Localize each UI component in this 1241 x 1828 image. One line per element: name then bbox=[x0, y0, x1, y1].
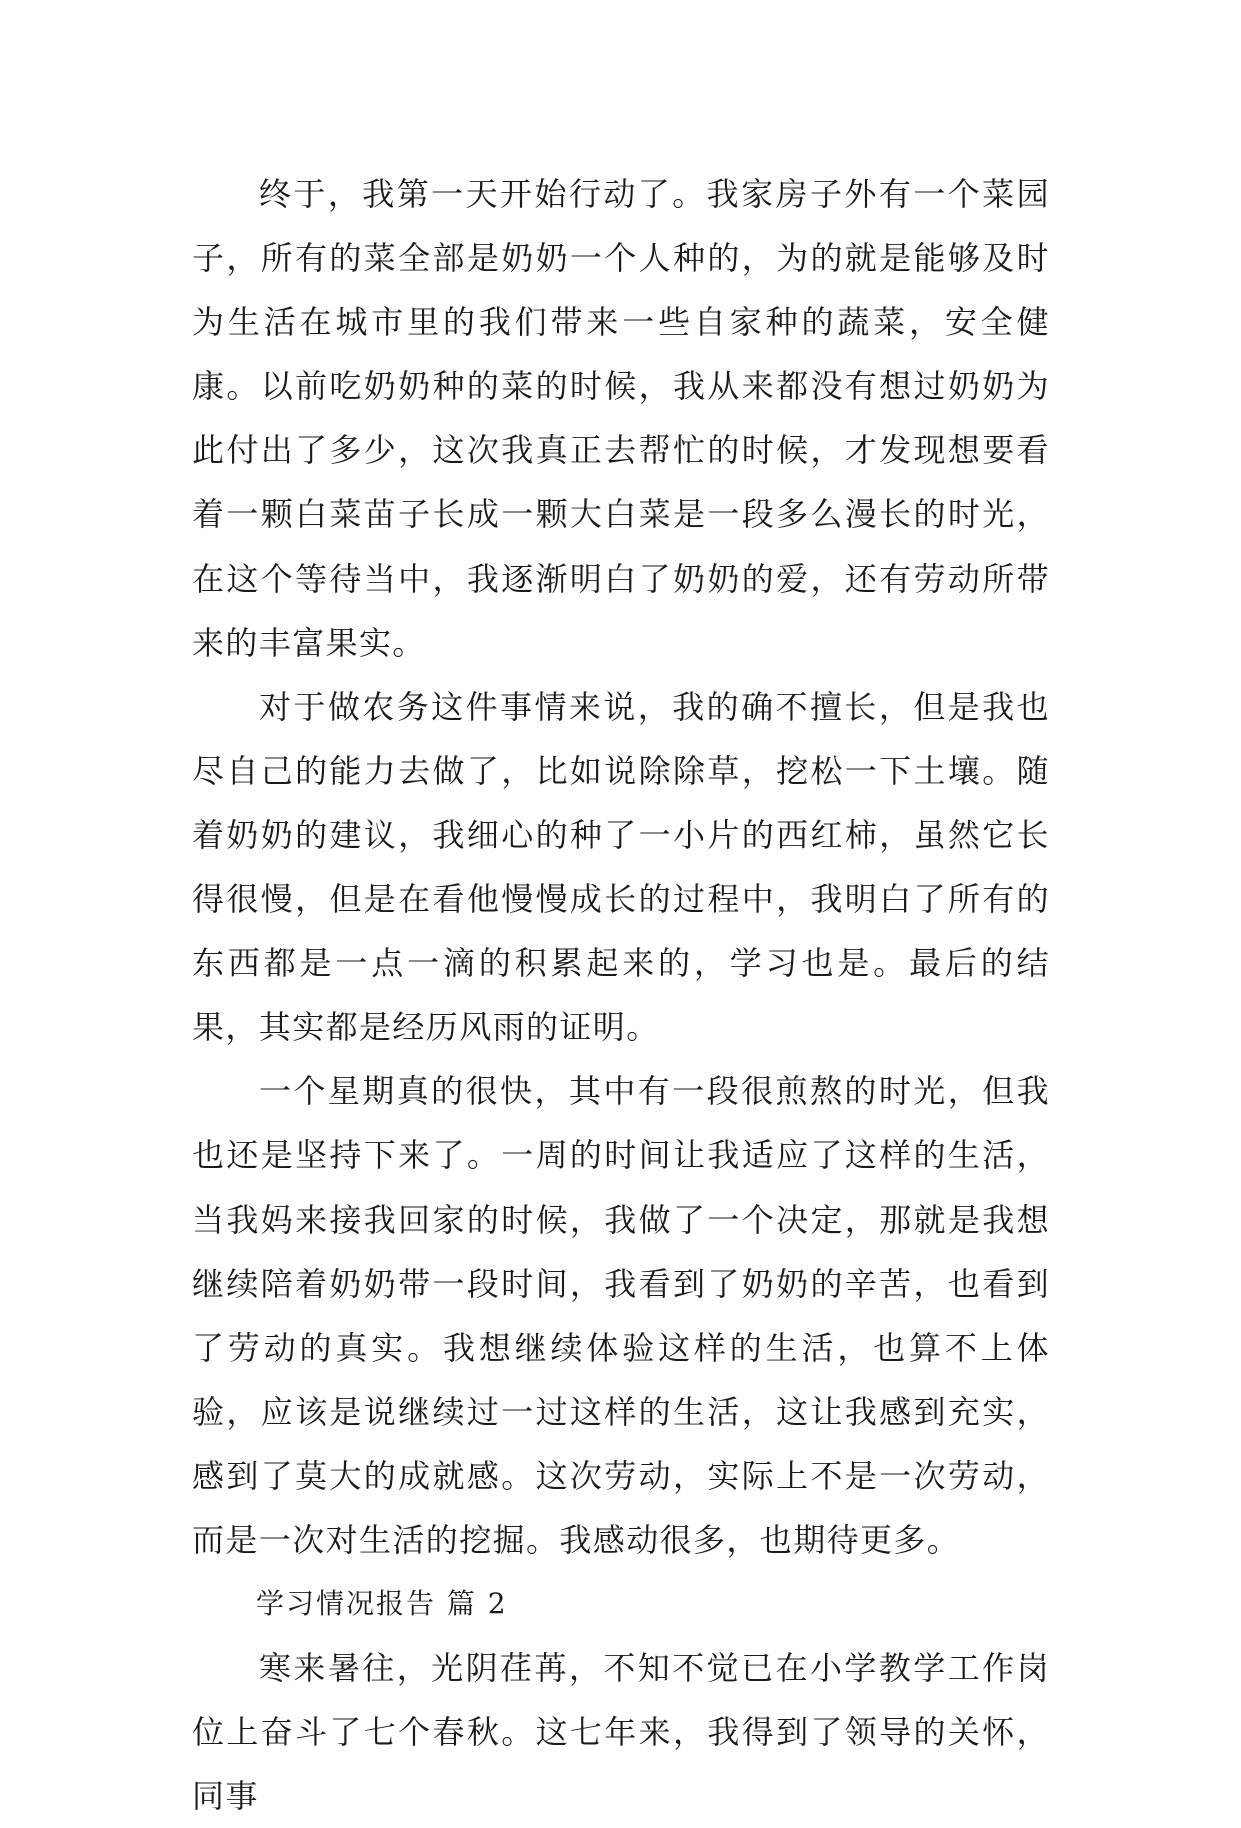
paragraph-4: 寒来暑往，光阴荏苒，不知不觉已在小学教学工作岗位上奋斗了七个春秋。这七年来，我得到了领导的关怀，同事 bbox=[192, 1649, 1050, 1816]
paragraph-3: 一个星期真的很快，其中有一段很煎熬的时光，但我也还是坚持下来了。一周的时间让我适应了这样的生活，当我妈来接我回家的时候，我做了一个决定，那就是我想继续陪着奶奶带一段时间，我看到了奶奶的辛苦，也看到了劳动的真实。我想继续体验这样的生活，也算不上体验，应该是说继续过一过这样的生活，这让我感到充实，感到了莫大的成就感。这次劳动，实际上不是一次劳动，而是一次对生活的挖掘。我感动很多，也期待更多。 bbox=[192, 1072, 1050, 1559]
section-heading: 学习情况报告 篇 2 bbox=[256, 1587, 508, 1621]
paragraph-1: 终于，我第一天开始行动了。我家房子外有一个菜园子，所有的菜全部是奶奶一个人种的，为的就是能够及时为生活在城市里的我们带来一些自家种的蔬菜，安全健康。以前吃奶奶种的菜的时候，我从来都没有想过奶奶为此付出了多少，这次我真正去帮忙的时候，才发现想要看着一颗白菜苗子长成一颗大白菜是一段多么漫长的时光，在这个等待当中，我逐渐明白了奶奶的爱，还有劳动所带来的丰富果实。 bbox=[192, 175, 1050, 662]
document-body bbox=[192, 162, 1050, 1828]
paragraph-2: 对于做农务这件事情来说，我的确不擅长，但是我也尽自己的能力去做了，比如说除除草，挖松一下土壤。随着奶奶的建议，我细心的种了一小片的西红柿，虽然它长得很慢，但是在看他慢慢成长的过程中，我明白了所有的东西都是一点一滴的积累起来的，学习也是。最后的结果，其实都是经历风雨的证明。 bbox=[192, 687, 1050, 1047]
